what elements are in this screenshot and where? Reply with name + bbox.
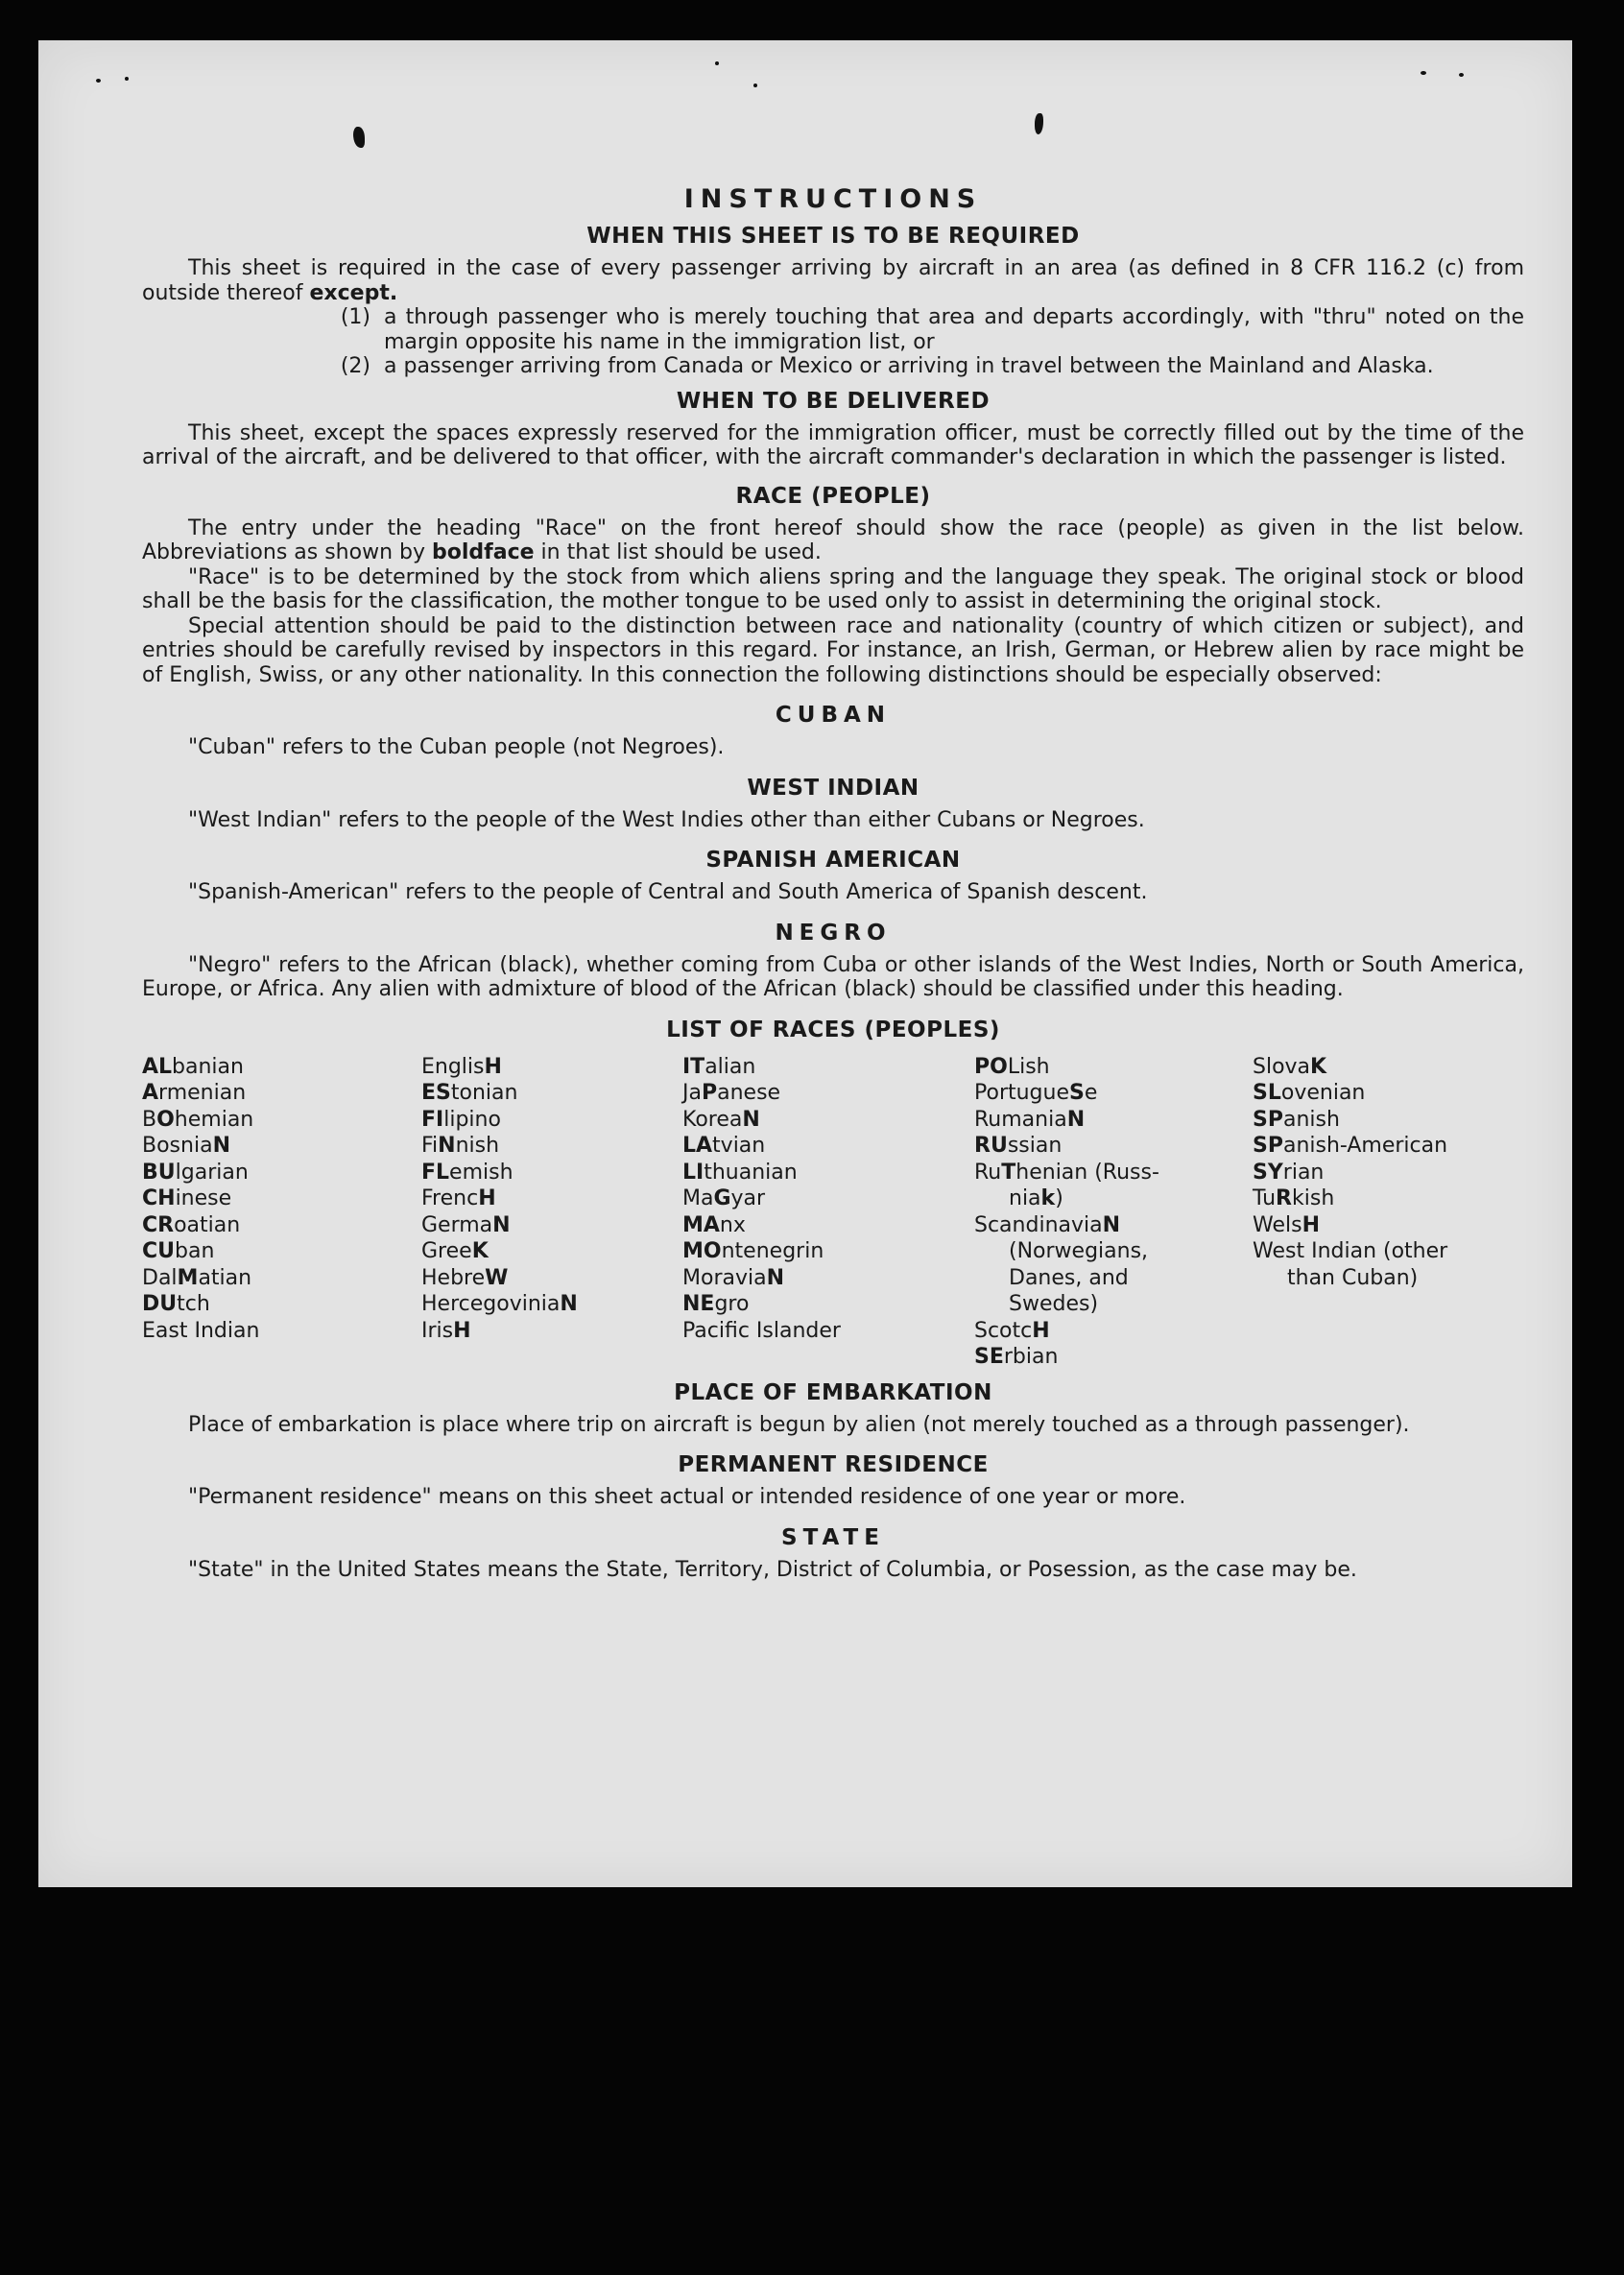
race-entry (682, 1107, 974, 1134)
required-paragraph (142, 256, 1524, 305)
race-entry (1253, 1133, 1521, 1160)
race-text: Pacific Islander (682, 1318, 841, 1343)
list-item-text: a through passenger who is merely touching that area and departs accordingly, with "thru" noted on the margin opposite his name in the immigration list, or (384, 305, 1524, 354)
race-text: nia (1009, 1186, 1041, 1210)
list-item (288, 305, 1524, 354)
race-abbrev: H (484, 1054, 502, 1079)
exception-list (288, 305, 1524, 379)
instructions-content (142, 184, 1524, 1582)
race-abbrev: H (1302, 1212, 1320, 1237)
race-entry (142, 1080, 421, 1107)
cuban-paragraph: "Cuban" refers to the Cuban people (not Negroes). (188, 735, 725, 759)
ink-speck (96, 79, 101, 83)
race-abbrev: FL (421, 1160, 450, 1185)
race-abbrev: PO (974, 1054, 1008, 1079)
section-heading-cuban: CUBAN (775, 703, 892, 728)
race-text: tvian (712, 1134, 766, 1158)
race-abbrev: ES (421, 1081, 451, 1105)
race-entry (1253, 1238, 1521, 1265)
race-entry (421, 1291, 682, 1318)
ink-speck (1421, 71, 1426, 75)
embarkation-paragraph: Place of embarkation is place where trip on aircraft is begun by alien (not merely touched as a through passenger). (188, 1412, 1410, 1437)
section-heading-delivered: WHEN TO BE DELIVERED (676, 388, 991, 414)
race-abbrev: N (212, 1134, 230, 1158)
race-entry (142, 1185, 421, 1212)
negro-paragraph: "Negro" refers to the African (black), whether coming from Cuba or other islands of the West Indies, North or South America, Europe, or Africa. Any alien with admixture of blood of the African (black) should be classified under this heading. (142, 952, 1524, 1001)
section-heading-negro: NEGRO (775, 920, 892, 946)
race-text: henian (Russ- (1015, 1160, 1159, 1185)
race-entry (421, 1238, 682, 1265)
ink-speck (753, 84, 757, 87)
race-abbrev: S (1069, 1081, 1085, 1105)
race-abbrev: A (142, 1081, 159, 1105)
race-text: e (1084, 1081, 1098, 1105)
races-column (682, 1054, 974, 1371)
race-abbrev: T (1001, 1160, 1016, 1185)
race-text: inese (175, 1186, 232, 1210)
race-abbrev: N (1066, 1107, 1086, 1132)
race-text: Iris (421, 1318, 454, 1343)
race-text: West Indian (other (1253, 1239, 1448, 1263)
race-entry (142, 1318, 421, 1345)
race-abbrev: CU (142, 1239, 176, 1263)
race-abbrev: MO (682, 1239, 722, 1263)
race-entry (974, 1291, 1253, 1318)
section-heading-race: RACE (PEOPLE) (735, 483, 931, 509)
race-text: B (142, 1107, 157, 1132)
race-entry (421, 1318, 682, 1345)
race-text: anish-American (1282, 1134, 1448, 1158)
race-abbrev: RU (974, 1134, 1008, 1158)
races-column (142, 1054, 421, 1371)
race-abbrev: BU (142, 1160, 176, 1185)
race-abbrev: NE (682, 1292, 715, 1316)
race-abbrev: N (560, 1292, 578, 1316)
section-heading-races-list: LIST OF RACES (PEOPLES) (666, 1017, 1000, 1042)
race-abbrev: K (471, 1239, 489, 1263)
race-text: rmenian (158, 1081, 247, 1105)
section-heading-embarkation: PLACE OF EMBARKATION (674, 1379, 992, 1405)
race-abbrev: LA (682, 1134, 713, 1158)
race-abbrev: MA (682, 1212, 720, 1237)
list-item-text: a passenger arriving from Canada or Mexico or arriving in travel between the Mainland and Alaska. (384, 354, 1434, 378)
ink-speck (715, 61, 719, 65)
race-abbrev: k (1040, 1186, 1056, 1210)
list-item-number: (2) (340, 354, 370, 378)
race-abbrev: N (1102, 1212, 1121, 1237)
race-text: nx (719, 1212, 746, 1237)
race-entry (1253, 1107, 1521, 1134)
race-entry (142, 1107, 421, 1134)
race-entry (682, 1185, 974, 1212)
race-abbrev: H (453, 1318, 471, 1343)
race-abbrev: AL (142, 1054, 173, 1079)
race-entry (682, 1238, 974, 1265)
races-column (1253, 1054, 1521, 1371)
race-abbrev: H (1032, 1318, 1050, 1343)
race-abbrev: M (177, 1265, 199, 1290)
race-entry (974, 1344, 1253, 1371)
race-text: Englis (421, 1054, 485, 1079)
race-text: Fi (421, 1134, 439, 1158)
race-text: Tu (1253, 1186, 1277, 1210)
list-item-number: (1) (340, 305, 370, 329)
race-text: emish (449, 1160, 513, 1185)
race-text: Wels (1253, 1212, 1302, 1237)
section-heading-west-indian: WEST INDIAN (747, 775, 919, 801)
race-entry (682, 1265, 974, 1292)
page-title: INSTRUCTIONS (683, 184, 983, 214)
race-text: Danes, and (1009, 1265, 1129, 1290)
race-entry (142, 1265, 421, 1292)
race-entry (682, 1133, 974, 1160)
list-item (288, 354, 1524, 379)
race-text: hemian (174, 1107, 254, 1132)
race-text: The entry under the heading "Race" on the front hereof should show the race (people) as given in the list below. Abbreviations as shown by (142, 515, 1524, 564)
race-entry (682, 1318, 974, 1345)
races-column (421, 1054, 682, 1371)
race-entry (974, 1133, 1253, 1160)
race-text: East Indian (142, 1318, 260, 1343)
race-abbrev: LI (682, 1160, 705, 1185)
race-entry (974, 1054, 1253, 1081)
race-entry (1253, 1212, 1521, 1239)
race-entry (421, 1080, 682, 1107)
race-entry (974, 1185, 1253, 1212)
document-sheet (38, 40, 1572, 1887)
race-text: anese (717, 1081, 781, 1105)
race-entry (682, 1291, 974, 1318)
race-text: Dal (142, 1265, 178, 1290)
race-entry (974, 1107, 1253, 1134)
race-text: Bosnia (142, 1134, 213, 1158)
race-entry (1253, 1265, 1521, 1292)
race-entry (142, 1291, 421, 1318)
race-text: lipino (443, 1107, 501, 1132)
race-text: yar (730, 1186, 766, 1210)
race-text: banian (172, 1054, 244, 1079)
race-text: Korea (682, 1107, 743, 1132)
spanish-american-paragraph: "Spanish-American" refers to the people of Central and South America of Spanish descent. (188, 880, 1148, 904)
race-text: Ma (682, 1186, 714, 1210)
race-text: tonian (450, 1081, 518, 1105)
race-entry (974, 1212, 1253, 1239)
section-heading-state: STATE (781, 1524, 885, 1550)
race-abbrev: R (1276, 1186, 1292, 1210)
race-entry (974, 1160, 1253, 1186)
race-text: ) (1055, 1186, 1063, 1210)
race-entry (682, 1212, 974, 1239)
race-text: Portugue (974, 1081, 1069, 1105)
section-heading-required: WHEN THIS SHEET IS TO BE REQUIRED (586, 224, 1080, 249)
required-except: except. (309, 280, 398, 305)
section-heading-spanish-american: SPANISH AMERICAN (705, 848, 961, 873)
race-paragraph-1 (142, 516, 1524, 565)
race-entry (421, 1054, 682, 1081)
race-text: anish (1282, 1107, 1340, 1132)
race-text: than Cuban) (1287, 1265, 1419, 1290)
race-entry (142, 1160, 421, 1186)
race-text: Scotc (974, 1318, 1033, 1343)
race-text: thuanian (704, 1160, 798, 1185)
race-entry (974, 1318, 1253, 1345)
race-text: Gree (421, 1239, 472, 1263)
race-abbrev: W (485, 1265, 509, 1290)
ink-speck (125, 77, 129, 81)
race-text: atian (198, 1265, 252, 1290)
race-text: Hebre (421, 1265, 486, 1290)
race-text: oatian (174, 1212, 241, 1237)
race-entry (1253, 1185, 1521, 1212)
race-abbrev: SE (974, 1345, 1004, 1369)
race-text: Germa (421, 1212, 493, 1237)
races-list (142, 1054, 1524, 1371)
race-entry (142, 1212, 421, 1239)
race-entry (1253, 1080, 1521, 1107)
race-text: ssian (1007, 1134, 1063, 1158)
race-abbrev: N (742, 1107, 760, 1132)
required-text: This sheet is required in the case of every passenger arriving by aircraft in an area (as defined in 8 CFR 116.2 (c) from outside thereof (142, 256, 1524, 305)
race-abbrev: SL (1253, 1081, 1281, 1105)
race-text: Rumania (974, 1107, 1067, 1132)
race-abbrev: N (766, 1265, 785, 1290)
race-entry (974, 1238, 1253, 1265)
race-text: rbian (1003, 1345, 1059, 1369)
race-abbrev: K (1310, 1054, 1327, 1079)
race-entry (974, 1265, 1253, 1292)
race-entry (421, 1185, 682, 1212)
race-entry (421, 1133, 682, 1160)
race-entry (1253, 1160, 1521, 1186)
race-text: nish (455, 1134, 500, 1158)
race-entry (421, 1107, 682, 1134)
race-entry (142, 1054, 421, 1081)
race-entry (421, 1160, 682, 1186)
race-abbrev: CR (142, 1212, 175, 1237)
race-entry (142, 1238, 421, 1265)
race-text: rian (1282, 1160, 1325, 1185)
race-text: Frenc (421, 1186, 479, 1210)
race-abbrev: SP (1253, 1107, 1283, 1132)
race-text: Ja (682, 1081, 702, 1105)
race-text: ovenian (1280, 1081, 1366, 1105)
races-column (974, 1054, 1253, 1371)
delivered-paragraph: This sheet, except the spaces expressly reserved for the immigration officer, must be correctly filled out by the time of the arrival of the aircraft, and be delivered to that officer, with the aircraft commander's declaration in which the passenger is listed. (142, 420, 1524, 469)
race-boldface: boldface (432, 540, 535, 564)
race-text: kish (1292, 1186, 1335, 1210)
race-text: Swedes) (1009, 1292, 1099, 1316)
residence-paragraph: "Permanent residence" means on this sheet actual or intended residence of one year or more. (188, 1485, 1186, 1509)
race-entry (974, 1080, 1253, 1107)
race-abbrev: N (492, 1212, 511, 1237)
race-text: Scandinavia (974, 1212, 1103, 1237)
race-text: tch (177, 1292, 210, 1316)
race-abbrev: SP (1253, 1134, 1283, 1158)
race-abbrev: SY (1253, 1160, 1283, 1185)
race-abbrev: IT (682, 1054, 705, 1079)
race-paragraph-3: Special attention should be paid to the distinction between race and nationality (country of which citizen or subject), and entries should be carefully revised by inspectors in this regard. For instance, an Irish, German, or Hebrew alien by race might be of English, Swiss, or any other nationality. In this connection the following distinctions should be especially observed: (142, 613, 1524, 687)
race-abbrev: P (701, 1081, 718, 1105)
race-text: Lish (1007, 1054, 1050, 1079)
race-abbrev: O (156, 1107, 175, 1132)
state-paragraph: "State" in the United States means the State, Territory, District of Columbia, or Posession, as the case may be. (188, 1557, 1357, 1582)
ink-speck (1459, 73, 1464, 77)
race-abbrev: N (438, 1134, 456, 1158)
race-abbrev: CH (142, 1186, 176, 1210)
race-abbrev: H (478, 1186, 496, 1210)
ink-speck (353, 127, 365, 148)
race-entry (682, 1160, 974, 1186)
race-text: Slova (1253, 1054, 1311, 1079)
section-heading-residence: PERMANENT RESIDENCE (678, 1452, 989, 1477)
race-text: in that list should be used. (534, 540, 822, 564)
race-entry (682, 1054, 974, 1081)
race-abbrev: DU (142, 1292, 178, 1316)
race-text: ban (175, 1239, 215, 1263)
race-text: Ru (974, 1160, 1002, 1185)
race-abbrev: FI (421, 1107, 444, 1132)
race-entry (682, 1080, 974, 1107)
race-paragraph-2: "Race" is to be determined by the stock from which aliens spring and the language they speak. The original stock or blood shall be the basis for the classification, the mother tongue to be used only to assist in determining the original stock. (142, 564, 1524, 613)
race-entry (421, 1212, 682, 1239)
race-text: lgarian (175, 1160, 249, 1185)
ink-speck (1035, 113, 1043, 134)
race-text: alian (705, 1054, 756, 1079)
race-entry (421, 1265, 682, 1292)
race-text: ntenegrin (721, 1239, 824, 1263)
race-text: Moravia (682, 1265, 767, 1290)
race-text: gro (714, 1292, 750, 1316)
race-entry (142, 1133, 421, 1160)
west-indian-paragraph: "West Indian" refers to the people of the West Indies other than either Cubans or Negroes. (188, 807, 1145, 832)
race-abbrev: G (713, 1186, 731, 1210)
race-entry (1253, 1054, 1521, 1081)
race-text: Hercegovinia (421, 1292, 561, 1316)
race-text: (Norwegians, (1009, 1239, 1149, 1263)
